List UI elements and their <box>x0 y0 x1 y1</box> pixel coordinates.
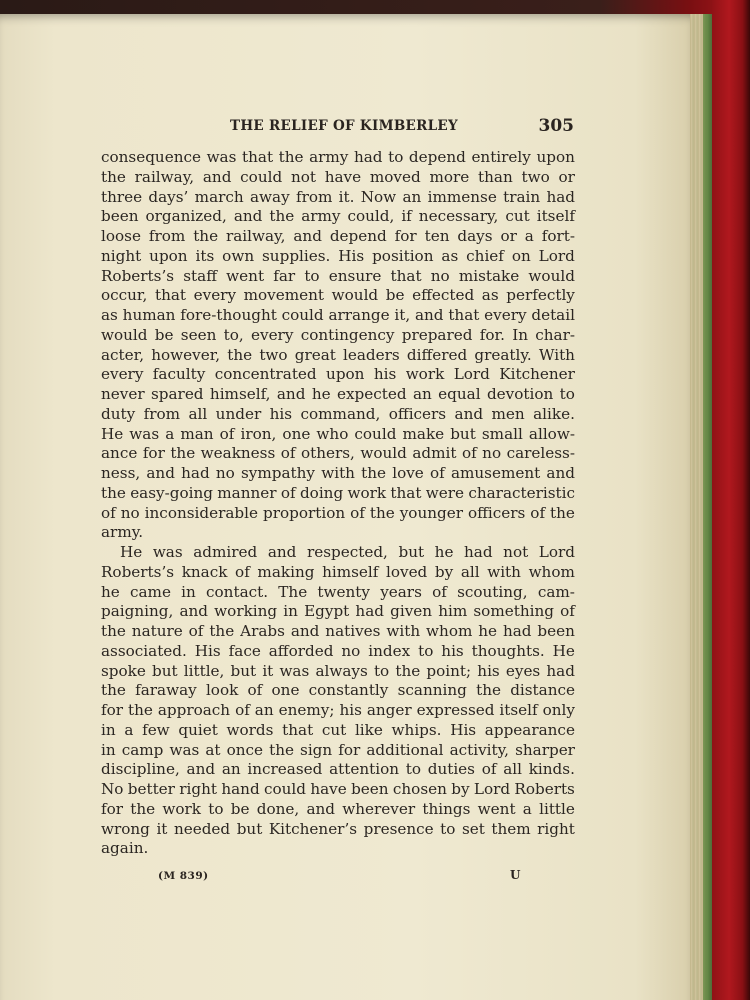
text-line: the nature of the Arabs and natives with whom he had been <box>101 622 575 640</box>
text-line: acter, however, the two great leaders differed greatly. With <box>101 345 575 364</box>
text-line: every faculty concentrated upon his work Lord Kitchener <box>101 365 575 384</box>
text-line: He was a man of iron, one who could make but small allow- <box>101 424 575 443</box>
text-line: for the work to be done, and wherever things went a little <box>101 799 575 818</box>
text-line: spoke but little, but it was always to the point; his eyes had <box>101 661 575 680</box>
text-line: No better right hand could have been chosen by Lord Roberts <box>101 780 575 798</box>
text-line: again. <box>101 839 149 858</box>
text-line: associated. His face afforded no index to his thoughts. He <box>101 641 575 660</box>
text-line: night upon its own supplies. His position as chief on Lord <box>101 246 575 265</box>
text-line: wrong it needed but Kitchener’s presence to set them right <box>101 819 575 838</box>
text-line: in camp was at once the sign for additional activity, sharper <box>101 740 575 759</box>
text-line: the railway, and could not have moved more than two or <box>101 167 575 186</box>
signature-mark: (M 839) <box>158 870 209 882</box>
text-line: ance for the weakness of others, would admit of no careless- <box>101 444 575 463</box>
page-footer <box>100 866 574 886</box>
text-line: been organized, and the army could, if necessary, cut itself <box>101 207 575 226</box>
signature-letter: U <box>510 868 521 882</box>
text-line: the easy-going manner of doing work that were characteristic <box>101 483 575 502</box>
text-line: never spared himself, and he expected an equal devotion to <box>101 385 575 403</box>
text-line: consequence was that the army had to depend entirely upon <box>101 148 575 166</box>
running-title: THE RELIEF OF KIMBERLEY <box>230 118 458 134</box>
text-line: would be seen to, every contingency prepared for. In char- <box>101 325 575 344</box>
text-line: duty from all under his command, officers and men alike. <box>101 404 575 423</box>
text-line: in a few quiet words that cut like whips. His appearance <box>101 720 575 739</box>
text-line: army. <box>101 523 144 542</box>
text-line: ness, and had no sympathy with the love of amusement and <box>101 464 575 482</box>
page-header <box>100 116 574 140</box>
text-line: for the approach of an enemy; his anger expressed itself only <box>101 701 575 719</box>
text-line: as human fore-thought could arrange it, and that every detail <box>101 306 575 324</box>
text-line: the faraway look of one constantly scanning the distance <box>101 681 575 700</box>
text-line: discipline, and an increased attention to duties of all kinds. <box>101 760 575 779</box>
text-line: three days’ march away from it. Now an immense train had <box>101 187 575 206</box>
text-line: occur, that every movement would be effected as perfectly <box>101 286 575 305</box>
body-text <box>101 148 575 859</box>
text-line: Roberts’s staff went far to ensure that no mistake would <box>101 266 575 285</box>
text-line: Roberts’s knack of making himself loved by all with whom <box>101 562 575 581</box>
book-cover-edge <box>712 0 750 1000</box>
text-line: loose from the railway, and depend for ten days or a fort- <box>101 227 575 245</box>
page-number: 305 <box>538 116 574 136</box>
text-line: He was admired and respected, but he had not Lord <box>120 543 575 561</box>
text-line: he came in contact. The twenty years of scouting, cam- <box>101 582 575 601</box>
text-line: of no inconsiderable proportion of the younger officers of the <box>101 503 575 522</box>
text-line: paigning, and working in Egypt had given him something of <box>101 602 575 621</box>
